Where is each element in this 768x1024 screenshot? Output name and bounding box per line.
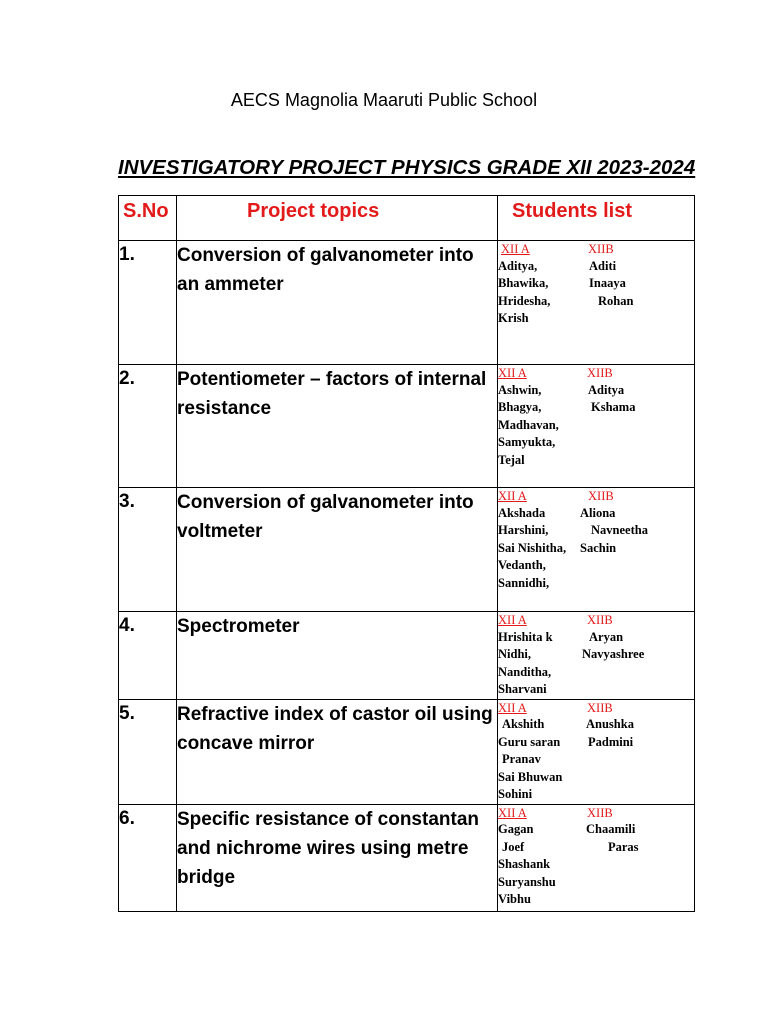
student-xii-b: Inaaya bbox=[589, 276, 626, 290]
student-xii-a: Bhawika, bbox=[498, 276, 549, 290]
student-xii-b: Navneetha bbox=[591, 523, 648, 537]
student-line bbox=[498, 505, 694, 523]
student-line bbox=[498, 874, 694, 892]
student-line bbox=[498, 891, 694, 909]
table-header-row bbox=[119, 196, 695, 241]
student-line bbox=[498, 417, 694, 435]
student-xii-a: Vedanth, bbox=[498, 558, 546, 572]
row-number: 4. bbox=[119, 612, 177, 700]
student-xii-b: Navyashree bbox=[582, 647, 645, 661]
student-xii-a: Ashwin, bbox=[498, 382, 542, 397]
document-heading: INVESTIGATORY PROJECT PHYSICS GRADE XII 2023-2024 bbox=[118, 156, 696, 179]
student-xii-b: Sachin bbox=[580, 540, 617, 555]
student-xii-a: Krish bbox=[498, 311, 529, 325]
header-students-list: Students list bbox=[498, 196, 695, 241]
student-xii-a: Aditya, bbox=[498, 258, 538, 273]
class-a-label: XII A bbox=[501, 242, 530, 256]
students-list bbox=[498, 365, 695, 488]
student-line bbox=[498, 751, 694, 769]
class-b-label: XIIB bbox=[588, 489, 614, 503]
students-list bbox=[498, 241, 695, 365]
student-xii-b: Aliona bbox=[580, 505, 616, 520]
row-number: 2. bbox=[119, 365, 177, 488]
student-line bbox=[498, 522, 694, 540]
class-labels bbox=[498, 805, 694, 823]
student-xii-a: Gagan bbox=[498, 822, 534, 836]
student-xii-a: Harshini, bbox=[498, 523, 549, 537]
student-xii-a: Nidhi, bbox=[498, 647, 532, 661]
student-xii-a: Sai Bhuwan bbox=[498, 769, 563, 784]
student-xii-a: Sannidhi, bbox=[498, 575, 550, 590]
class-labels bbox=[498, 700, 694, 718]
students-list bbox=[498, 488, 695, 612]
student-line bbox=[498, 452, 694, 470]
student-line bbox=[498, 275, 694, 293]
student-xii-b: Aditi bbox=[589, 258, 617, 273]
students-list bbox=[498, 699, 695, 804]
class-a-label: XII A bbox=[498, 700, 527, 715]
student-line bbox=[498, 821, 694, 839]
student-line bbox=[498, 575, 694, 593]
student-xii-a: Samyukta, bbox=[498, 435, 556, 449]
table-row bbox=[119, 365, 695, 488]
class-labels bbox=[498, 241, 694, 259]
student-xii-a: Bhagya, bbox=[498, 400, 542, 414]
student-line bbox=[498, 681, 694, 699]
student-line bbox=[498, 646, 694, 664]
header-sno: S.No bbox=[119, 196, 177, 241]
student-line bbox=[498, 258, 694, 276]
student-xii-a: Sohini bbox=[498, 787, 533, 801]
row-number: 3. bbox=[119, 488, 177, 612]
student-line bbox=[498, 399, 694, 417]
student-xii-a: Hrishita k bbox=[498, 629, 553, 644]
project-topic: Specific resistance of constantan and nichrome wires using metre bridge bbox=[177, 804, 498, 911]
student-xii-a: Joef bbox=[502, 839, 525, 854]
class-b-label: XIIB bbox=[588, 242, 614, 256]
class-labels bbox=[498, 612, 694, 630]
student-xii-b: Padmini bbox=[588, 734, 634, 749]
student-xii-a: Hridesha, bbox=[498, 293, 551, 308]
student-line bbox=[498, 856, 694, 874]
header-project-topics: Project topics bbox=[177, 196, 498, 241]
student-xii-b: Kshama bbox=[591, 400, 636, 414]
table-row bbox=[119, 488, 695, 612]
student-line bbox=[498, 310, 694, 328]
student-xii-b: Paras bbox=[608, 839, 639, 854]
school-name: AECS Magnolia Maaruti Public School bbox=[230, 90, 538, 110]
students-list bbox=[498, 612, 695, 700]
student-xii-a: Akshada bbox=[498, 505, 546, 520]
table-row bbox=[119, 612, 695, 700]
student-line bbox=[498, 769, 694, 787]
student-xii-b: Rohan bbox=[598, 293, 634, 308]
table-body bbox=[119, 241, 695, 912]
student-xii-b: Aryan bbox=[589, 629, 624, 644]
student-line bbox=[498, 734, 694, 752]
student-xii-a: Sai Nishitha, bbox=[498, 540, 567, 555]
class-a-label: XII A bbox=[498, 366, 527, 380]
project-topic: Spectrometer bbox=[177, 612, 498, 700]
class-a-label: XII A bbox=[498, 489, 527, 503]
student-xii-a: Madhavan, bbox=[498, 417, 559, 432]
class-b-label: XIIB bbox=[587, 700, 613, 715]
student-xii-b: Anushka bbox=[586, 717, 634, 731]
project-topic: Conversion of galvanometer into an ammeter bbox=[177, 241, 498, 365]
student-xii-b: Aditya bbox=[588, 382, 625, 397]
class-b-label: XIIB bbox=[587, 366, 613, 380]
student-line bbox=[498, 786, 694, 804]
table-row bbox=[119, 241, 695, 365]
student-line bbox=[498, 716, 694, 734]
student-line bbox=[498, 434, 694, 452]
project-table bbox=[118, 195, 695, 912]
student-line bbox=[498, 382, 694, 400]
student-xii-a: Akshith bbox=[502, 717, 545, 731]
student-xii-a: Sharvani bbox=[498, 682, 547, 696]
class-labels bbox=[498, 365, 694, 383]
student-xii-a: Nanditha, bbox=[498, 664, 552, 679]
row-number: 1. bbox=[119, 241, 177, 365]
class-a-label: XII A bbox=[498, 613, 527, 627]
project-topic: Potentiometer – factors of internal resistance bbox=[177, 365, 498, 488]
student-xii-a: Suryanshu bbox=[498, 874, 556, 889]
class-a-label: XII A bbox=[498, 805, 527, 820]
student-xii-a: Pranav bbox=[502, 752, 541, 766]
table-row bbox=[119, 699, 695, 804]
project-topic: Conversion of galvanometer into voltmeter bbox=[177, 488, 498, 612]
student-line bbox=[498, 664, 694, 682]
row-number: 5. bbox=[119, 699, 177, 804]
class-b-label: XIIB bbox=[587, 613, 613, 627]
student-line bbox=[498, 540, 694, 558]
project-topic: Refractive index of castor oil using concave mirror bbox=[177, 699, 498, 804]
class-labels bbox=[498, 488, 694, 506]
row-number: 6. bbox=[119, 804, 177, 911]
student-xii-a: Shashank bbox=[498, 857, 551, 871]
student-line bbox=[498, 293, 694, 311]
student-xii-b: Chaamili bbox=[586, 822, 636, 836]
students-list bbox=[498, 804, 695, 911]
student-xii-a: Vibhu bbox=[498, 892, 531, 906]
class-b-label: XIIB bbox=[587, 805, 613, 820]
student-line bbox=[498, 557, 694, 575]
table-row bbox=[119, 804, 695, 911]
student-line bbox=[498, 839, 694, 857]
student-xii-a: Guru saran bbox=[498, 734, 561, 749]
student-line bbox=[498, 629, 694, 647]
student-xii-a: Tejal bbox=[498, 452, 525, 467]
